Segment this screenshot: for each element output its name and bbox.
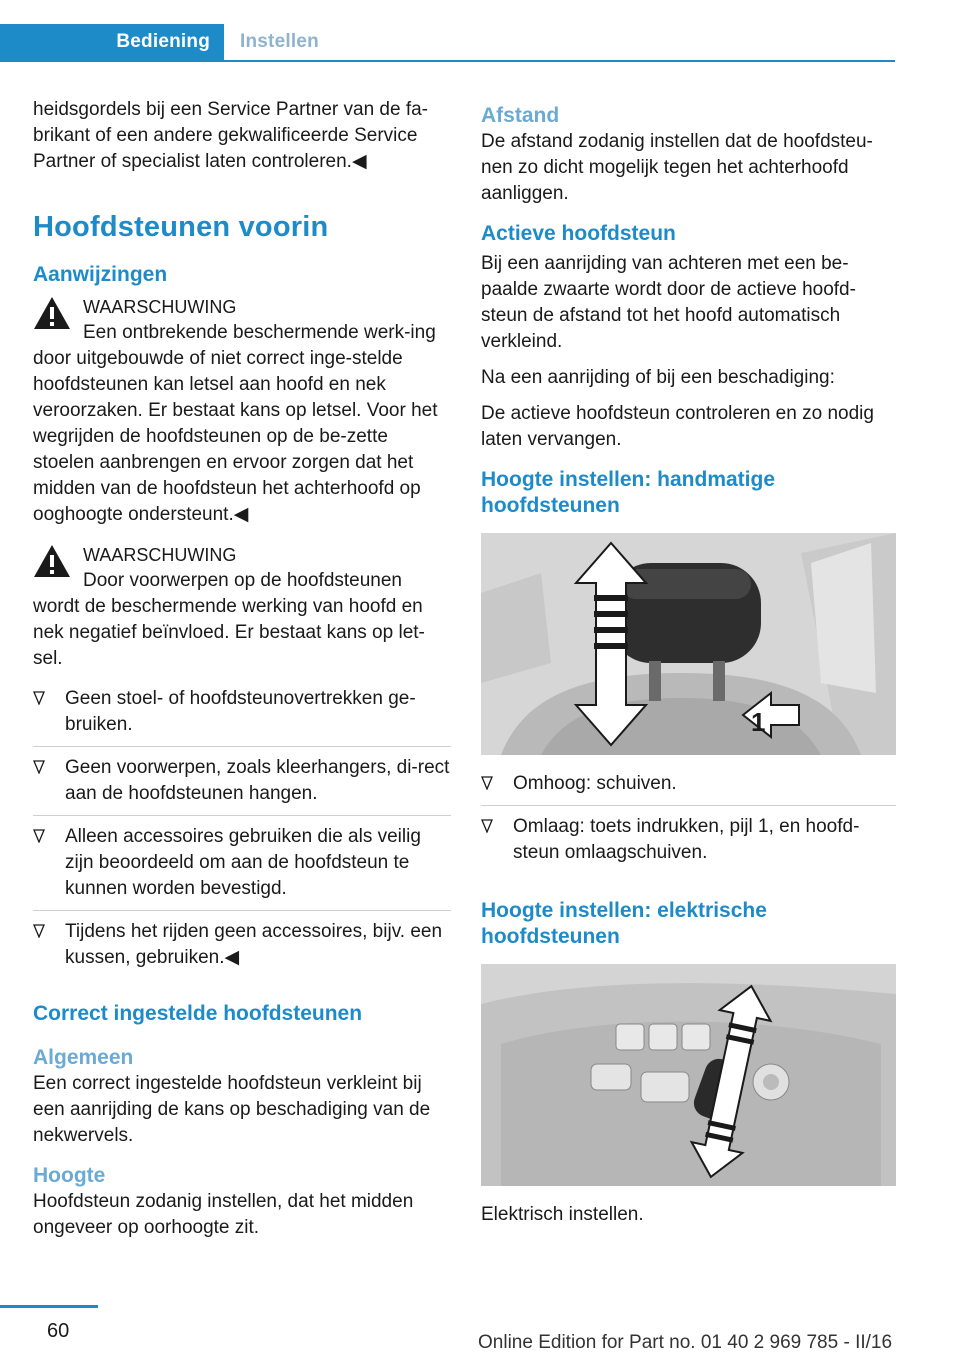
- manual-headrest-illustration: [481, 533, 896, 755]
- header-divider: [0, 60, 895, 62]
- active-paragraph-2: Na een aanrijding of bij een beschadiging:: [481, 367, 835, 388]
- list-item: Tijdens het rijden geen accessoires, bijv. een kussen, gebruiken.◀: [33, 919, 451, 979]
- intro-paragraph: heidsgordels bij een Service Partner van de fa-brikant of een andere gekwalificeerde Service Partner of specialist laten controleren.◀: [33, 99, 429, 172]
- manual-bullet-list: [481, 771, 896, 874]
- footer-accent-line: [0, 1305, 98, 1308]
- distance-heading: Afstand: [481, 104, 560, 127]
- figure-callout-label: 1: [751, 707, 766, 737]
- page-number: 60: [47, 1320, 70, 1342]
- electric-seat-controls-illustration: [481, 964, 896, 1186]
- list-item: Geen stoel- of hoofdsteunovertrekken ge-bruiken.: [33, 686, 451, 747]
- bullet-triangle-icon: [33, 691, 45, 705]
- page-title: Hoofdsteunen voorin: [33, 211, 329, 243]
- warning-text: Een ontbrekende beschermende werk-ing door uitgebouwde of niet correct inge-stelde hoofdsteunen kan letsel aan hoofd en nek veroorzaken. Er bestaat kans op letsel. Voor het wegrijden de hoofdsteunen op de be-zette stoelen aanbrengen en ervoor zorgen dat het midden van de hoofdsteun het achterhoofd op ooghoogte ondersteunt.◀: [33, 322, 438, 525]
- tab-instellen[interactable]: Instellen: [240, 31, 319, 52]
- electric-headrest-figure: [481, 964, 896, 1186]
- bullet-triangle-icon: [481, 776, 493, 790]
- warning-label: WAARSCHUWING: [83, 545, 237, 565]
- list-item: Geen voorwerpen, zoals kleerhangers, di-rect aan de hoofdsteunen hangen.: [33, 755, 451, 816]
- bullet-triangle-icon: [33, 829, 45, 843]
- list-item: Omlaag: toets indrukken, pijl 1, en hoofd-steun omlaagschuiven.: [481, 814, 896, 874]
- active-paragraph-3: De actieve hoofdsteun controleren en zo nodig laten vervangen.: [481, 403, 874, 450]
- height-paragraph: Hoofdsteun zodanig instellen, dat het midden ongeveer op oorhoogte zit.: [33, 1191, 414, 1238]
- manual-headrest-figure: [481, 533, 896, 755]
- warning-bullet-list: [33, 686, 451, 979]
- header-tabbar: [0, 0, 895, 62]
- warning-triangle-icon: [33, 544, 71, 578]
- bullet-triangle-icon: [481, 819, 493, 833]
- electric-caption: Elektrisch instellen.: [481, 1204, 644, 1225]
- notes-heading: Aanwijzingen: [33, 263, 168, 286]
- tab-bediening[interactable]: Bediening: [0, 24, 224, 60]
- right-column: [481, 97, 896, 1238]
- correct-headrests-heading: Correct ingestelde hoofdsteunen: [33, 1002, 363, 1025]
- left-column: [33, 97, 451, 1251]
- bullet-triangle-icon: [33, 924, 45, 938]
- general-paragraph: Een correct ingestelde hoofdsteun verkleint bij een aanrijding de kans op beschadiging van de nekwervels.: [33, 1073, 431, 1146]
- warning-block-1: [33, 294, 451, 528]
- active-paragraph-1: Bij een aanrijding van achteren met een be-paalde zwaarte wordt door de actieve hoofd-steun de afstand tot het hoofd automatisch verkleind.: [481, 253, 856, 352]
- bullet-triangle-icon: [33, 760, 45, 774]
- distance-paragraph: De afstand zodanig instellen dat de hoofdsteu-nen zo dicht mogelijk tegen het achterhoofd aanliggen.: [481, 131, 873, 204]
- warning-triangle-icon: [33, 296, 71, 330]
- electric-height-heading: Hoogte instellen: elektrische hoofdsteunen: [481, 899, 767, 948]
- warning-text: Door voorwerpen op de hoofdsteunen wordt de beschermende werking van hoofd en nek negatief beïnvloed. Er bestaat kans op let-sel.: [33, 570, 425, 669]
- list-item: Alleen accessoires gebruiken die als veilig zijn beoordeeld om aan de hoofdsteun te kunnen worden bevestigd.: [33, 824, 451, 911]
- warning-label: WAARSCHUWING: [83, 297, 237, 317]
- general-heading: Algemeen: [33, 1046, 134, 1069]
- warning-block-2: [33, 542, 451, 672]
- list-item: Omhoog: schuiven.: [481, 771, 896, 806]
- height-heading: Hoogte: [33, 1164, 106, 1187]
- active-headrest-heading: Actieve hoofdsteun: [481, 222, 676, 245]
- manual-height-heading: Hoogte instellen: handmatige hoofdsteunen: [481, 468, 776, 517]
- edition-footer: Online Edition for Part no. 01 40 2 969 785 - II/16: [478, 1332, 893, 1353]
